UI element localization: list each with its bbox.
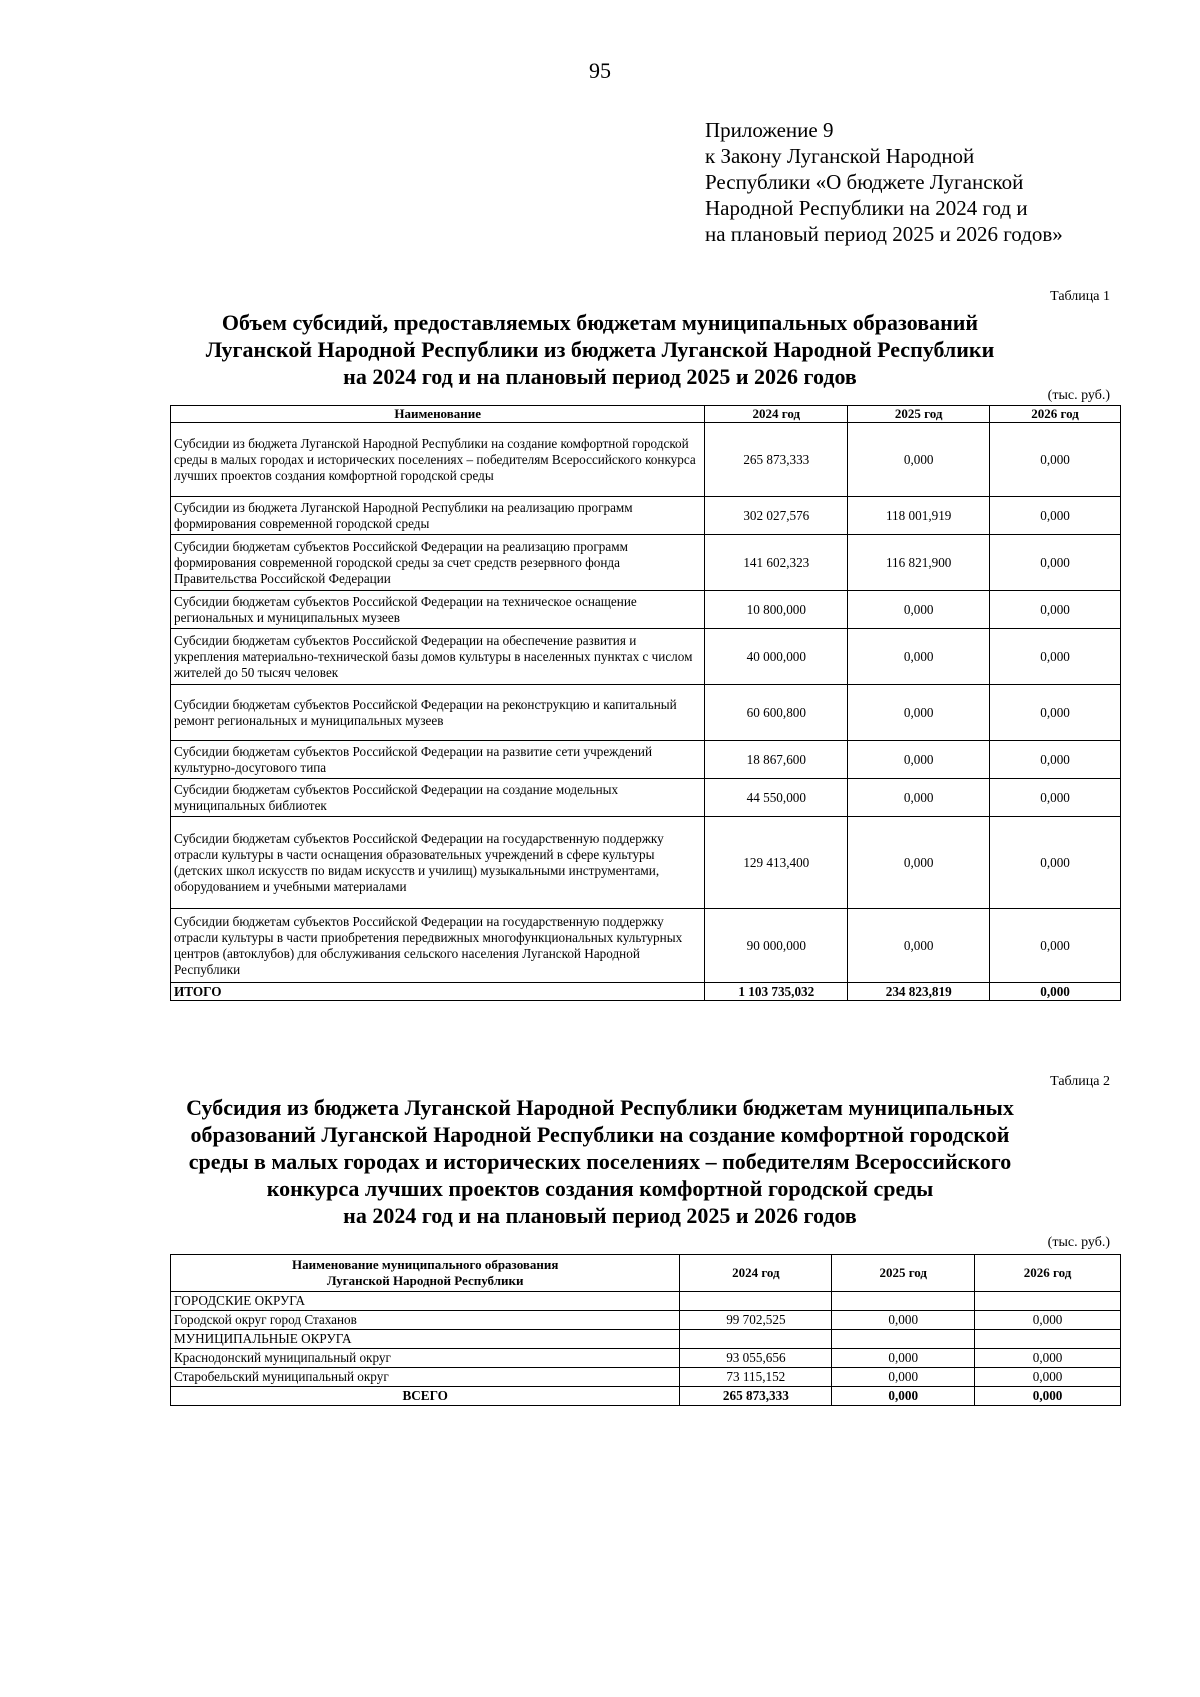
- value-2026: 0,000: [990, 741, 1121, 779]
- row-name: Субсидии из бюджета Луганской Народной Республики на создание комфортной городской среды в малых городах и исторических поселениях – победителям Всероссийского конкурса лучших проектов создания комфортной городской среды: [171, 423, 705, 497]
- table1: [170, 405, 1121, 1001]
- column-header-name: [171, 1255, 680, 1292]
- column-header: 2025 год: [832, 1255, 975, 1292]
- value-2024: 129 413,400: [705, 817, 848, 909]
- total-label: ВСЕГО: [171, 1387, 680, 1406]
- value-2026: 0,000: [990, 497, 1121, 535]
- value-2025: 116 821,900: [848, 535, 990, 591]
- value-2024: 90 000,000: [705, 909, 848, 983]
- table1-units: (тыс. руб.): [1047, 388, 1110, 403]
- row-name: Субсидии бюджетам субъектов Российской Федерации на реализацию программ формирования современной городской среды за счет средств резервного фонда Правительства Российской Федерации: [171, 535, 705, 591]
- appendix-line: Республики «О бюджете Луганской: [705, 170, 1024, 194]
- value-2025: 0,000: [832, 1349, 975, 1368]
- row-name: Субсидии бюджетам субъектов Российской Федерации на развитие сети учреждений культурно-досугового типа: [171, 741, 705, 779]
- value-2025: 0,000: [848, 817, 990, 909]
- row-name: Субсидии бюджетам субъектов Российской Федерации на государственную поддержку отрасли культуры в части оснащения образовательных учреждений в сфере культуры (детских школ искусств по видам искусств и училищ) музыкальными инструментами, оборудованием и учебными материалами: [171, 817, 705, 909]
- table2-total-row: [171, 1387, 1121, 1406]
- table-row: [171, 685, 1121, 741]
- table-row: [171, 741, 1121, 779]
- table-row: [171, 909, 1121, 983]
- value-2024: 99 702,525: [680, 1311, 832, 1330]
- value-2025: 118 001,919: [848, 497, 990, 535]
- value-2024: 18 867,600: [705, 741, 848, 779]
- column-header: 2024 год: [680, 1255, 832, 1292]
- page-number: 95: [589, 58, 611, 83]
- value-2024: [680, 1292, 832, 1311]
- appendix-line: к Закону Луганской Народной: [705, 144, 975, 168]
- table2-units: (тыс. руб.): [1047, 1235, 1110, 1250]
- row-name: Краснодонский муниципальный округ: [171, 1349, 680, 1368]
- table2-title-line: образований Луганской Народной Республики на создание комфортной городской: [190, 1122, 1010, 1147]
- table2-title-line: среды в малых городах и исторических поселениях – победителям Всероссийского: [188, 1149, 1012, 1174]
- total-2026: 0,000: [990, 983, 1121, 1001]
- column-header: 2026 год: [975, 1255, 1121, 1292]
- section-name: МУНИЦИПАЛЬНЫЕ ОКРУГА: [171, 1330, 680, 1349]
- value-2024: [680, 1330, 832, 1349]
- table1-title: [150, 309, 1050, 390]
- value-2026: [975, 1292, 1121, 1311]
- value-2025: [832, 1292, 975, 1311]
- value-2024: 73 115,152: [680, 1368, 832, 1387]
- row-name: Субсидии бюджетам субъектов Российской Федерации на реконструкцию и капитальный ремонт региональных и муниципальных музеев: [171, 685, 705, 741]
- table1-title-line: на 2024 год и на плановый период 2025 и 2026 годов: [343, 364, 857, 389]
- value-2024: 302 027,576: [705, 497, 848, 535]
- row-name: Субсидии из бюджета Луганской Народной Республики на реализацию программ формирования современной городской среды: [171, 497, 705, 535]
- header-line: Луганской Народной Республики: [326, 1273, 524, 1288]
- total-2025: 0,000: [832, 1387, 975, 1406]
- value-2026: [975, 1330, 1121, 1349]
- value-2024: 93 055,656: [680, 1349, 832, 1368]
- table-row: [171, 1311, 1121, 1330]
- table-row: [171, 497, 1121, 535]
- table2-title-line: Субсидия из бюджета Луганской Народной Республики бюджетам муниципальных: [186, 1095, 1014, 1120]
- value-2024: 60 600,800: [705, 685, 848, 741]
- row-name: Субсидии бюджетам субъектов Российской Федерации на техническое оснащение региональных и муниципальных музеев: [171, 591, 705, 629]
- total-2025: 234 823,819: [848, 983, 990, 1001]
- row-name: Субсидии бюджетам субъектов Российской Федерации на государственную поддержку отрасли культуры в части приобретения передвижных многофункциональных культурных центров (автоклубов) для обслуживания сельского населения Луганской Народной Республики: [171, 909, 705, 983]
- column-header: 2026 год: [990, 406, 1121, 423]
- value-2024: 10 800,000: [705, 591, 848, 629]
- value-2026: 0,000: [990, 685, 1121, 741]
- section-name: ГОРОДСКИЕ ОКРУГА: [171, 1292, 680, 1311]
- table-row: [171, 817, 1121, 909]
- value-2024: 40 000,000: [705, 629, 848, 685]
- value-2026: 0,000: [990, 629, 1121, 685]
- value-2025: 0,000: [848, 629, 990, 685]
- appendix-line: на плановый период 2025 и 2026 годов»: [705, 222, 1063, 246]
- total-2024: 265 873,333: [680, 1387, 832, 1406]
- value-2026: 0,000: [975, 1311, 1121, 1330]
- row-name: Субсидии бюджетам субъектов Российской Федерации на обеспечение развития и укрепления материально-технической базы домов культуры в населенных пунктах с числом жителей до 50 тысяч человек: [171, 629, 705, 685]
- table-row: [171, 591, 1121, 629]
- value-2025: 0,000: [848, 909, 990, 983]
- value-2025: 0,000: [832, 1311, 975, 1330]
- table2-header-row: [171, 1255, 1121, 1292]
- value-2026: 0,000: [990, 817, 1121, 909]
- table-row: [171, 779, 1121, 817]
- table-row: [171, 423, 1121, 497]
- value-2024: 44 550,000: [705, 779, 848, 817]
- table1-header-row: [171, 406, 1121, 423]
- appendix-line: Приложение 9: [705, 118, 834, 142]
- row-name: Старобельский муниципальный округ: [171, 1368, 680, 1387]
- appendix-line: Народной Республики на 2024 год и: [705, 196, 1028, 220]
- table1-title-line: Объем субсидий, предоставляемых бюджетам муниципальных образований: [221, 310, 979, 335]
- table-row: [171, 1368, 1121, 1387]
- value-2026: 0,000: [975, 1349, 1121, 1368]
- column-header: 2024 год: [705, 406, 848, 423]
- total-label: ИТОГО: [171, 983, 705, 1001]
- table2-title-line: конкурса лучших проектов создания комфортной городской среды: [266, 1176, 934, 1201]
- total-2024: 1 103 735,032: [705, 983, 848, 1001]
- value-2025: 0,000: [848, 685, 990, 741]
- value-2026: 0,000: [990, 591, 1121, 629]
- table2: [170, 1254, 1121, 1406]
- table-row: [171, 629, 1121, 685]
- value-2025: [832, 1330, 975, 1349]
- table2-title-line: на 2024 год и на плановый период 2025 и 2026 годов: [343, 1203, 857, 1228]
- table-row: [171, 1330, 1121, 1349]
- table1-total-row: [171, 983, 1121, 1001]
- value-2025: 0,000: [848, 741, 990, 779]
- table2-title: [150, 1094, 1050, 1229]
- value-2025: 0,000: [832, 1368, 975, 1387]
- table1-label: Таблица 1: [1050, 289, 1110, 304]
- value-2026: 0,000: [990, 423, 1121, 497]
- total-2026: 0,000: [975, 1387, 1121, 1406]
- value-2025: 0,000: [848, 591, 990, 629]
- header-line: Наименование муниципального образования: [292, 1257, 559, 1272]
- table2-label: Таблица 2: [1050, 1074, 1110, 1089]
- value-2025: 0,000: [848, 423, 990, 497]
- value-2026: 0,000: [990, 535, 1121, 591]
- value-2026: 0,000: [975, 1368, 1121, 1387]
- appendix-note: [705, 117, 1145, 247]
- value-2024: 265 873,333: [705, 423, 848, 497]
- row-name: Городской округ город Стаханов: [171, 1311, 680, 1330]
- table-row: [171, 1292, 1121, 1311]
- value-2026: 0,000: [990, 779, 1121, 817]
- table-row: [171, 535, 1121, 591]
- column-header: 2025 год: [848, 406, 990, 423]
- value-2026: 0,000: [990, 909, 1121, 983]
- value-2025: 0,000: [848, 779, 990, 817]
- row-name: Субсидии бюджетам субъектов Российской Федерации на создание модельных муниципальных библиотек: [171, 779, 705, 817]
- column-header: Наименование: [171, 406, 705, 423]
- table1-title-line: Луганской Народной Республики из бюджета Луганской Народной Республики: [205, 337, 995, 362]
- table-row: [171, 1349, 1121, 1368]
- value-2024: 141 602,323: [705, 535, 848, 591]
